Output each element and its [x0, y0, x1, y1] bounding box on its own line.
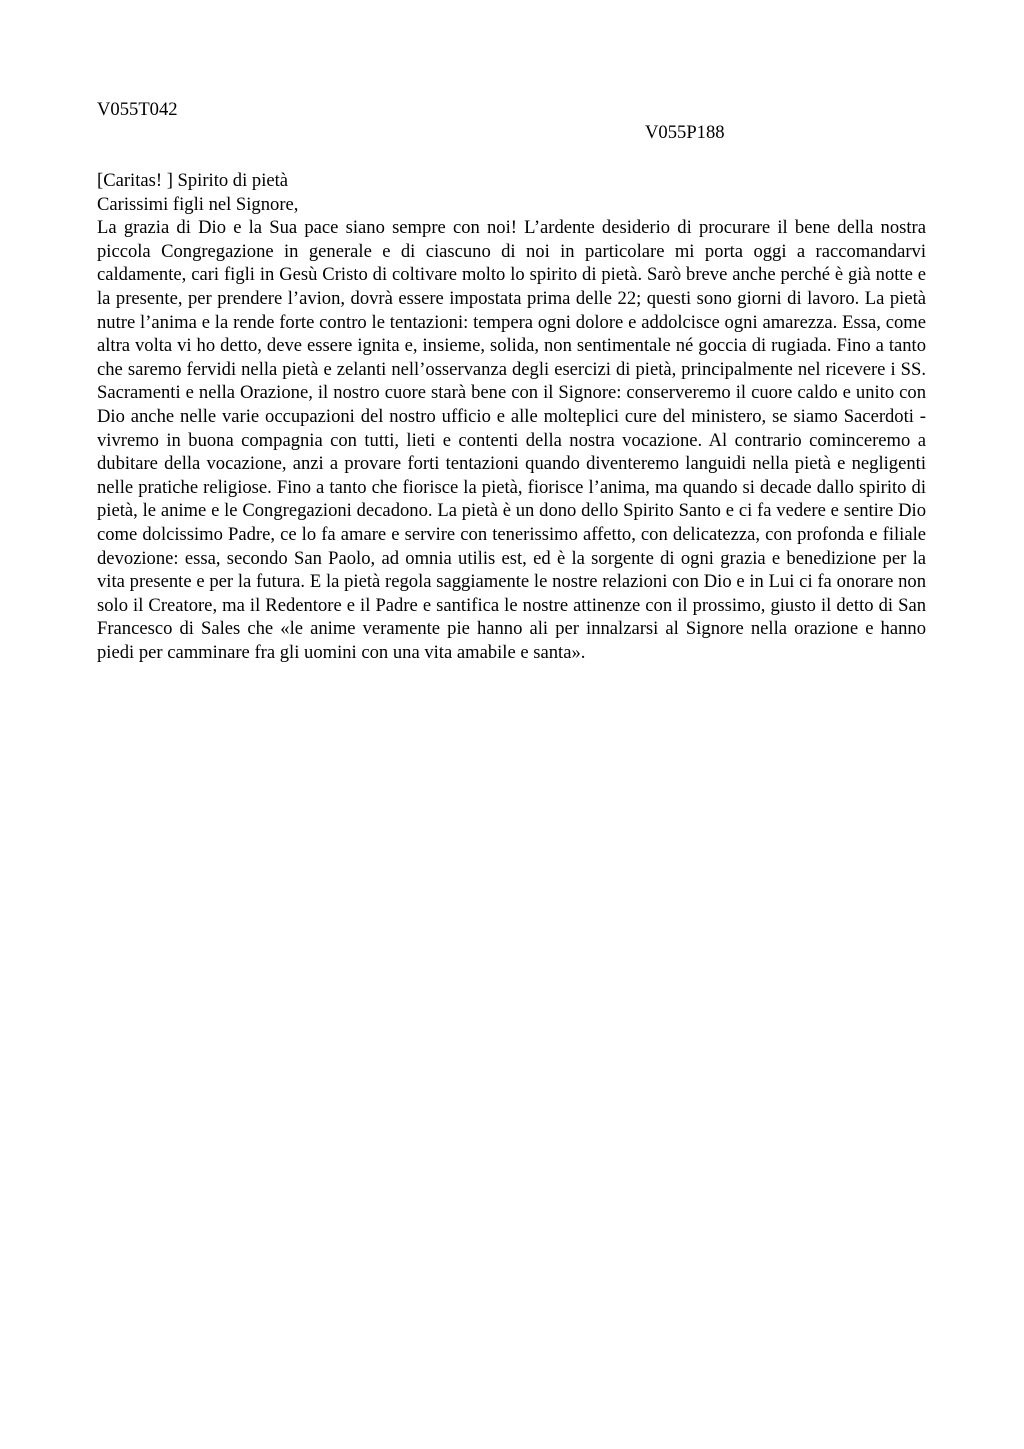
letter-text: La grazia di Dio e la Sua pace siano sempre con noi! L’ardente desiderio di procurare il bene della nostra piccola Congregazione in generale e di ciascuno di noi in particolare mi porta oggi a raccomandarvi caldamente, cari figli in Gesù Cristo di coltivare molto lo spirito di pietà. Sarò breve anche perché è già notte e la presente, per prendere l’avion, dovrà essere impostata prima delle 22; questi sono giorni di lavoro. La pietà nutre l’anima e la rende forte contro le tentazioni: tempera ogni dolore e addolcisce ogni amarezza. Essa, come altra volta vi ho detto, deve essere ignita e, insieme, solida, non sentimentale né goccia di rugiada. Fino a tanto che saremo fervidi nella pietà e zelanti nell’osservanza degli esercizi di pietà, principalmente nel ricevere i SS. Sacramenti e nella Orazione, il nostro cuore starà bene con il Signore: conserveremo il cuore caldo e unito con Dio anche nelle varie occupazioni del nostro ufficio e alle molteplici cure del ministero, se siamo Sacerdoti - vivremo in buona compagnia con tutti, lieti e contenti della nostra vocazione. Al contrario cominceremo a dubitare della vocazione, anzi a provare forti tentazioni quando diventeremo languidi nella pietà e negligenti nelle pratiche religiose. Fino a tanto che fiorisce la pietà, fiorisce l’anima, ma quando si decade dallo spirito di pietà, le anime e le Congregazioni decadono. La pietà è un dono dello Spirito Santo e ci fa vedere e sentire Dio come dolcissimo Padre, ce lo fa amare e servire con tenerissimo affetto, con delicatezza, con profonda e filiale devozione: essa, secondo San Paolo, ad omnia utilis est, ed è la sorgente di ogni grazia e benedizione per la vita presente e per la futura. E la pietà regola saggiamente le nostre relazioni con Dio e in Lui ci fa onorare non solo il Creatore, ma il Redentore e il Padre e santifica le nostre attinenze con il prossimo, giusto il detto di San Francesco di Sales che «le anime veramente pie hanno ali per innalzarsi al Signore nella orazione e hanno piedi per camminare fra gli uomini con una vita amabile e santa».	[97, 217, 926, 663]
letter-salutation: Carissimi figli nel Signore,	[97, 193, 299, 215]
letter-body	[97, 169, 926, 664]
page-id: V055P188	[645, 122, 725, 143]
letter-title: [Caritas! ] Spirito di pietà	[97, 170, 289, 191]
document-id: V055T042	[97, 99, 178, 120]
